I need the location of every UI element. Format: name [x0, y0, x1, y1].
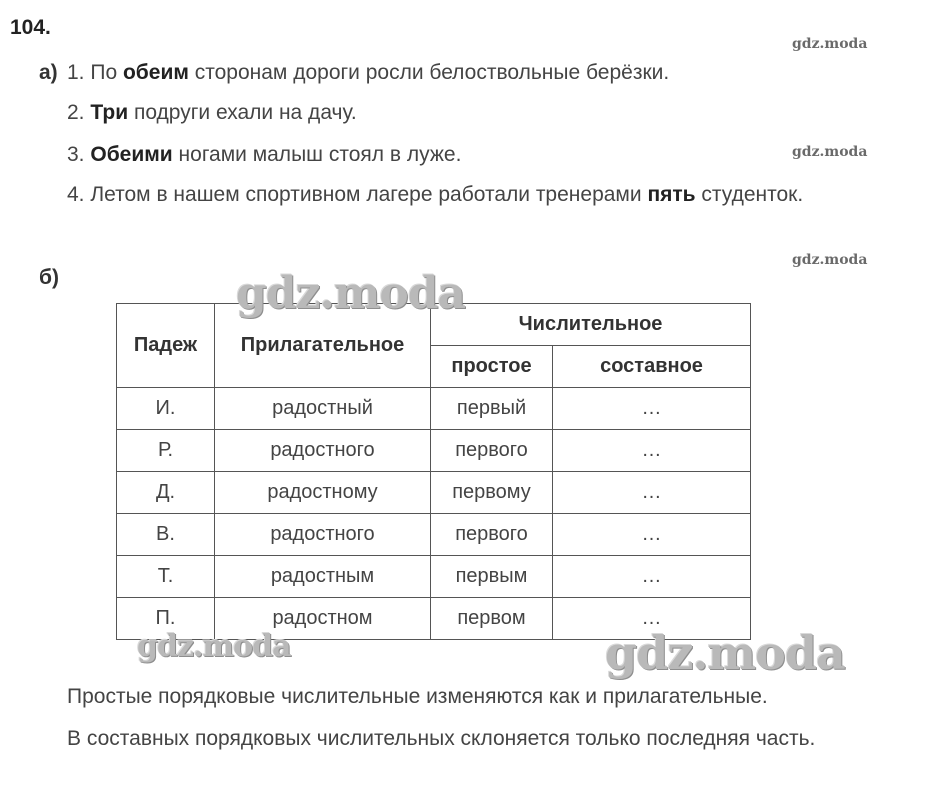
- cell-adjective: радостный: [215, 388, 431, 430]
- cell-compound: …: [553, 556, 751, 598]
- sentence-4-keyword: пять: [647, 183, 696, 206]
- cell-case: Т.: [117, 556, 215, 598]
- cell-adjective: радостного: [215, 514, 431, 556]
- sentence-3-keyword: Обеими: [90, 143, 173, 166]
- header-adjective: Прилагательное: [215, 304, 431, 388]
- watermark-large: gdz.moda: [137, 629, 291, 664]
- header-numeral: Числительное: [431, 304, 751, 346]
- sentence-4: 4. Летом в нашем спортивном лагере работали тренерами пять студенток.: [67, 183, 804, 206]
- note-simple-numerals: Простые порядковые числительные изменяются как и прилагательные.: [67, 685, 768, 708]
- watermark-large: gdz.moda: [236, 268, 466, 319]
- table-row: [117, 388, 751, 430]
- header-compound: составное: [553, 346, 751, 388]
- cell-compound: …: [553, 598, 751, 640]
- cell-simple: первому: [431, 472, 553, 514]
- declension-table: [116, 303, 751, 640]
- watermark-large: gdz.moda: [605, 626, 845, 680]
- watermark-small: gdz.moda: [792, 252, 868, 268]
- sentence-1: 1. По обеим сторонам дороги росли белоствольные берёзки.: [67, 61, 670, 84]
- cell-case: Р.: [117, 430, 215, 472]
- cell-compound: …: [553, 472, 751, 514]
- cell-adjective: радостном: [215, 598, 431, 640]
- cell-adjective: радостным: [215, 556, 431, 598]
- cell-simple: первый: [431, 388, 553, 430]
- cell-simple: первого: [431, 430, 553, 472]
- table-row: [117, 472, 751, 514]
- table-row: [117, 430, 751, 472]
- cell-case: П.: [117, 598, 215, 640]
- table-row: [117, 514, 751, 556]
- cell-case: В.: [117, 514, 215, 556]
- task-number: 104.: [10, 16, 51, 39]
- part-a-label: а): [39, 61, 58, 84]
- cell-compound: …: [553, 430, 751, 472]
- sentence-1-keyword: обеим: [122, 61, 189, 84]
- cell-compound: …: [553, 514, 751, 556]
- cell-simple: первого: [431, 514, 553, 556]
- sentence-2-keyword: Три: [90, 101, 129, 124]
- table-row: [117, 556, 751, 598]
- cell-compound: …: [553, 388, 751, 430]
- sentence-3: 3. Обеими ногами малыш стоял в луже.: [67, 143, 462, 166]
- cell-case: Д.: [117, 472, 215, 514]
- part-b-label: б): [39, 266, 59, 289]
- header-simple: простое: [431, 346, 553, 388]
- header-case: Падеж: [117, 304, 215, 388]
- cell-adjective: радостного: [215, 430, 431, 472]
- cell-adjective: радостному: [215, 472, 431, 514]
- watermark-small: gdz.moda: [792, 36, 868, 52]
- cell-simple: первом: [431, 598, 553, 640]
- cell-simple: первым: [431, 556, 553, 598]
- watermark-small: gdz.moda: [792, 144, 868, 160]
- sentence-2: 2. Три подруги ехали на дачу.: [67, 101, 357, 124]
- note-compound-numerals: В составных порядковых числительных склоняется только последняя часть.: [67, 727, 816, 750]
- cell-case: И.: [117, 388, 215, 430]
